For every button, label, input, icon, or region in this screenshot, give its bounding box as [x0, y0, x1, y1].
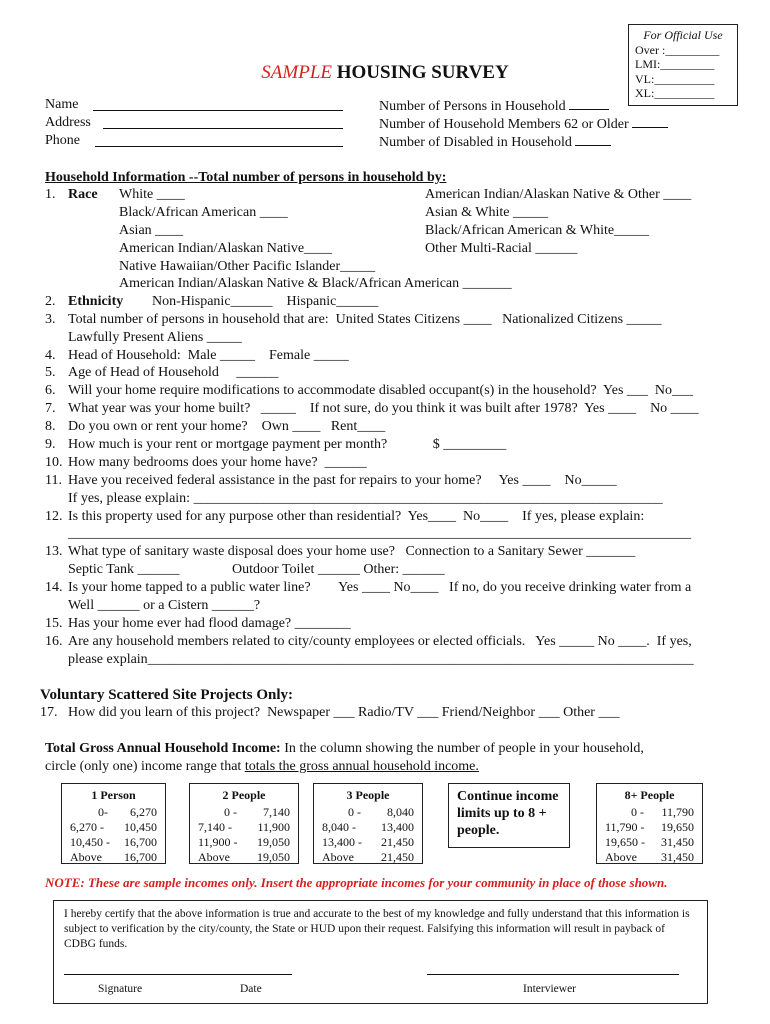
- income-range-row[interactable]: [190, 850, 298, 865]
- income-range-row[interactable]: [597, 850, 702, 865]
- persons-label: Number of Persons in Household: [379, 99, 566, 114]
- question-number: 13.: [45, 544, 63, 559]
- official-over[interactable]: Over :_________: [635, 42, 720, 57]
- income-range-row[interactable]: [597, 805, 702, 820]
- disabled-line[interactable]: [575, 133, 611, 146]
- official-xl[interactable]: XL:__________: [635, 86, 715, 101]
- income-box-head: 1 Person: [91, 788, 136, 802]
- question-water-line[interactable]: Is your home tapped to a public water line? Yes ____ No____ If no, do you receive drinking water from a: [68, 580, 692, 595]
- range-low: 0 -: [631, 805, 644, 819]
- question-number: 6.: [45, 383, 56, 398]
- question-citizens-cont[interactable]: Lawfully Present Aliens _____: [68, 330, 242, 345]
- range-high: 16,700: [124, 850, 157, 864]
- interviewer-line[interactable]: [427, 974, 679, 975]
- race-option[interactable]: Other Multi-Racial ______: [425, 241, 578, 256]
- question-property-use[interactable]: Is this property used for any purpose other than residential? Yes____ No____ If yes, please explain:: [68, 509, 645, 524]
- title-sample: SAMPLE: [261, 62, 332, 83]
- question-number: 7.: [45, 401, 56, 416]
- range-low: 0 -: [348, 805, 361, 819]
- question-number: 11.: [45, 473, 62, 488]
- phone-label: Phone: [45, 133, 80, 148]
- income-intro: In the column showing the number of people in your household,: [280, 741, 644, 756]
- income-range-row[interactable]: [62, 805, 165, 820]
- income-box-2-people[interactable]: [189, 783, 299, 864]
- income-range-row[interactable]: [62, 820, 165, 835]
- members62-line[interactable]: [632, 115, 668, 128]
- household-info-heading: Household Information --Total number of persons in household by:: [45, 170, 447, 185]
- voluntary-heading: Voluntary Scattered Site Projects Only:: [40, 687, 294, 703]
- race-option[interactable]: Black/African American ____: [119, 205, 288, 220]
- income-range-row[interactable]: [314, 835, 422, 850]
- interviewer-label: Interviewer: [523, 983, 576, 995]
- question-number: 8.: [45, 419, 56, 434]
- range-high: 16,700: [124, 835, 157, 849]
- income-instructions: [45, 759, 479, 775]
- ethnicity-num: 2.: [45, 294, 56, 309]
- range-low: Above: [70, 850, 102, 864]
- question-number: 14.: [45, 580, 63, 595]
- question-number: 9.: [45, 437, 56, 452]
- income-instr-c: the gross annual household income.: [275, 759, 479, 774]
- persons-line[interactable]: [569, 97, 609, 110]
- question-number: 15.: [45, 616, 63, 631]
- range-high: 7,140: [263, 805, 290, 819]
- name-label: Name: [45, 97, 79, 112]
- range-low: 0 -: [224, 805, 237, 819]
- range-high: 10,450: [124, 820, 157, 834]
- question-federal-assistance[interactable]: Have you received federal assistance in the past for repairs to your home? Yes ____ No_____: [68, 473, 617, 488]
- question-water-source[interactable]: Well ______ or a Cistern ______?: [68, 598, 261, 613]
- race-num: 1.: [45, 187, 56, 202]
- name-line[interactable]: [93, 96, 343, 111]
- question-learn-project[interactable]: How did you learn of this project? Newspaper ___ Radio/TV ___ Friend/Neighbor ___ Other ___: [68, 705, 620, 720]
- official-vl[interactable]: VL:__________: [635, 71, 715, 86]
- income-range-row[interactable]: [190, 835, 298, 850]
- ethnicity-options[interactable]: Non-Hispanic______ Hispanic______: [152, 294, 379, 309]
- range-high: 19,650: [661, 820, 694, 834]
- disabled-in-household[interactable]: [379, 133, 611, 151]
- race-label: Race: [68, 187, 98, 202]
- income-box-3-people[interactable]: [313, 783, 423, 864]
- income-range-row[interactable]: [314, 820, 422, 835]
- range-high: 11,900: [257, 820, 290, 834]
- range-high: 8,040: [387, 805, 414, 819]
- question-waste-options[interactable]: Septic Tank ______ Outdoor Toilet ______ Other: ______: [68, 562, 445, 577]
- range-high: 31,450: [661, 850, 694, 864]
- question-waste-disposal[interactable]: What type of sanitary waste disposal does your home use? Connection to a Sanitary Sewer _______: [68, 544, 636, 559]
- certification-text: I hereby certify that the above information is true and accurate to the best of my knowledge and fully understand that this information is subject to verification by the city/county, the State or HUD upon their request. Falsifying this information will result in payback of CDBG funds.: [64, 908, 690, 950]
- range-low: 10,450 -: [70, 835, 110, 849]
- range-low: 11,790 -: [605, 820, 645, 834]
- range-low: Above: [322, 850, 354, 864]
- income-range-row[interactable]: [190, 820, 298, 835]
- income-range-row[interactable]: [62, 835, 165, 850]
- question-number: 12.: [45, 509, 63, 524]
- range-low: 6,270 -: [70, 820, 104, 834]
- question-modifications[interactable]: Will your home require modifications to accommodate disabled occupant(s) in the household? Yes ___ No___: [68, 383, 694, 398]
- official-use-title: For Official Use: [643, 28, 723, 42]
- range-low: 7,140 -: [198, 820, 232, 834]
- range-low: 8,040 -: [322, 820, 356, 834]
- range-low: 19,650 -: [605, 835, 645, 849]
- income-instr-b: totals: [244, 759, 276, 774]
- question-number: 4.: [45, 348, 56, 363]
- ethnicity-label: Ethnicity: [68, 294, 124, 309]
- income-heading-line: [45, 741, 644, 757]
- income-box-head: 8+ People: [624, 788, 675, 802]
- question-number: 17.: [40, 705, 58, 720]
- range-low: 13,400 -: [322, 835, 362, 849]
- income-box-head: 3 People: [346, 788, 390, 802]
- income-range-row[interactable]: [597, 835, 702, 850]
- sample-income-note: NOTE: These are sample incomes only. Insert the appropriate incomes for your community in place of those shown.: [45, 875, 668, 890]
- question-number: 16.: [45, 634, 63, 649]
- income-range-row[interactable]: [190, 805, 298, 820]
- range-low: 11,900 -: [198, 835, 238, 849]
- signature-label: Signature: [98, 983, 143, 995]
- range-high: 19,050: [257, 835, 290, 849]
- question-federal-explain[interactable]: If yes, please explain: ___________________________________________________________________: [68, 491, 663, 506]
- range-high: 19,050: [257, 850, 290, 864]
- address-label: Address: [45, 115, 91, 130]
- income-range-row[interactable]: [314, 850, 422, 865]
- range-high: 6,270: [130, 805, 157, 819]
- range-high: 11,790: [661, 805, 694, 819]
- range-high: 21,450: [381, 835, 414, 849]
- page-title: [0, 62, 770, 84]
- race-option[interactable]: American Indian/Alaskan Native & Black/African American _______: [119, 276, 512, 291]
- question-property-explain[interactable]: _________________________________________________________________________________________: [68, 526, 691, 541]
- question-related-explain[interactable]: please explain______________________________________________________________________________: [68, 652, 694, 667]
- income-range-row[interactable]: [314, 805, 422, 820]
- range-high: 13,400: [381, 820, 414, 834]
- question-citizens[interactable]: Total number of persons in household that are: United States Citizens ____ Nationalized Citizens _____: [68, 312, 662, 327]
- signature-date-line[interactable]: [64, 974, 292, 975]
- question-head-gender[interactable]: Head of Household: Male _____ Female _____: [68, 348, 349, 363]
- income-box-head: 2 People: [222, 788, 266, 802]
- race-option[interactable]: Native Hawaiian/Other Pacific Islander_____: [119, 259, 376, 274]
- range-high: 31,450: [661, 835, 694, 849]
- question-number: 3.: [45, 312, 56, 327]
- income-heading: Total Gross Annual Household Income:: [45, 741, 281, 756]
- range-low: Above: [198, 850, 230, 864]
- question-payment[interactable]: How much is your rent or mortgage payment per month? $ _________: [68, 437, 507, 452]
- race-option[interactable]: Asian ____: [119, 223, 184, 238]
- address-field[interactable]: [45, 115, 91, 131]
- phone-field[interactable]: [45, 133, 80, 149]
- income-range-row[interactable]: [62, 850, 165, 865]
- range-low: 0-: [98, 805, 108, 819]
- range-high: 21,450: [381, 850, 414, 864]
- race-option[interactable]: Asian & White _____: [425, 205, 549, 220]
- name-field[interactable]: [45, 97, 78, 113]
- title-rest: HOUSING SURVEY: [332, 62, 509, 83]
- official-lmi[interactable]: LMI:_________: [635, 57, 715, 72]
- income-instr-a: circle (only one) income range that: [45, 759, 245, 774]
- disabled-label: Number of Disabled in Household: [379, 135, 572, 150]
- certification-box: [53, 900, 708, 1004]
- question-year-built[interactable]: What year was your home built? _____ If not sure, do you think it was built after 1978? Yes ____ No ____: [68, 401, 699, 416]
- income-range-row[interactable]: [597, 820, 702, 835]
- address-line[interactable]: [103, 114, 343, 129]
- income-box-8-people[interactable]: [596, 783, 703, 864]
- income-box-1-person[interactable]: [61, 783, 166, 864]
- date-label: Date: [240, 983, 262, 995]
- question-head-age[interactable]: Age of Head of Household ______: [68, 365, 279, 380]
- question-number: 5.: [45, 365, 56, 380]
- question-bedrooms[interactable]: How many bedrooms does your home have? ______: [68, 455, 367, 470]
- question-own-rent[interactable]: Do you own or rent your home? Own ____ Rent____: [68, 419, 386, 434]
- range-low: Above: [605, 850, 637, 864]
- race-option[interactable]: White ____: [119, 187, 185, 202]
- members-62-older[interactable]: [379, 115, 668, 133]
- race-option[interactable]: American Indian/Alaskan Native & Other ____: [425, 187, 692, 202]
- race-option[interactable]: Black/African American & White_____: [425, 223, 650, 238]
- phone-line[interactable]: [95, 132, 343, 147]
- persons-in-household[interactable]: [379, 97, 609, 115]
- members62-label: Number of Household Members 62 or Older: [379, 117, 629, 132]
- question-related-officials[interactable]: Are any household members related to city/county employees or elected officials. Yes _____ No ____. If yes,: [68, 634, 692, 649]
- race-option[interactable]: American Indian/Alaskan Native____: [119, 241, 333, 256]
- question-number: 10.: [45, 455, 63, 470]
- question-flood-damage[interactable]: Has your home ever had flood damage? ________: [68, 616, 351, 631]
- continue-income-note: Continue income limits up to 8 + people.: [448, 783, 570, 848]
